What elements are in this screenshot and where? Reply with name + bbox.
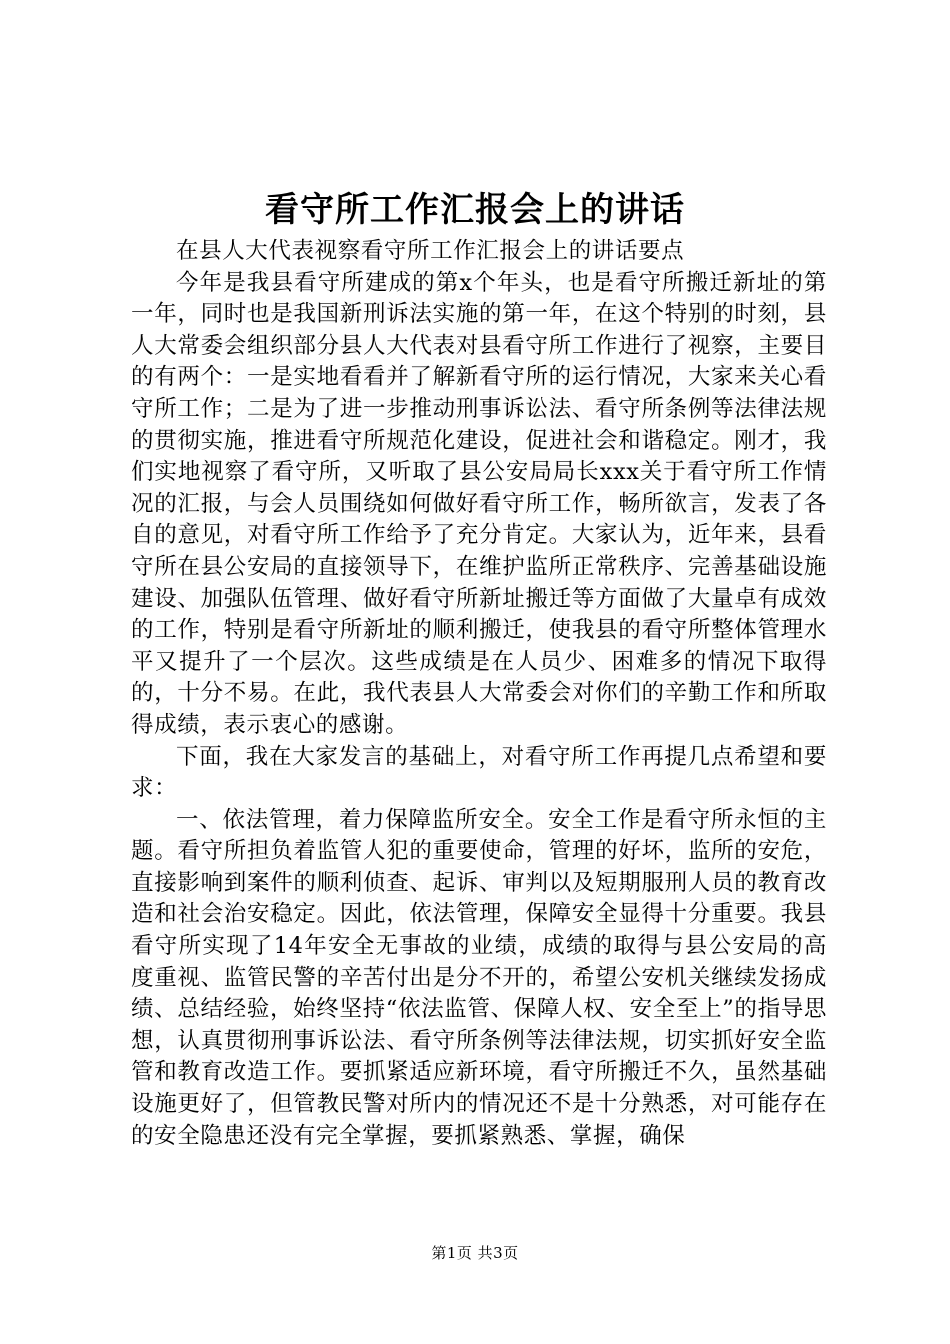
page-number-footer: 第1页 共3页 <box>431 1244 519 1262</box>
body-paragraph-subtitle: 在县人大代表视察看守所工作汇报会上的讲话要点 <box>176 238 685 264</box>
body-paragraph: 一、依法管理，着力保障监所安全。安全工作是看守所永恒的主题。看守所担负着监管人犯的重要使命，管理的好坏，监所的安危，直接影响到案件的顺利侦查、起诉、审判以及短期服刑人员的教育改造和社会治安稳定。因此，依法管理，保障安全显得十分重要。我县看守所实现了14年安全无事故的业绩，成绩的取得与县公安局的高度重视、监管民警的辛苦付出是分不开的，希望公安机关继续发扬成绩、总结经验，始终坚持“依法监管、保障人权、安全至上”的指导思想，认真贯彻刑事诉讼法、看守所条例等法律法规，切实抓好安全监管和教育改造工作。要抓紧适应新环境，看守所搬迁不久，虽然基础设施更好了，但管教民警对所内的情况还不是十分熟悉，对可能存在的安全隐患还没有完全掌握，要抓紧熟悉、掌握，确保 <box>131 806 827 1149</box>
document-title: 看守所工作汇报会上的讲话 <box>265 190 685 230</box>
document-body <box>131 236 827 1152</box>
body-paragraph: 下面，我在大家发言的基础上，对看守所工作再提几点希望和要求： <box>131 743 827 802</box>
body-paragraph: 今年是我县看守所建成的第x个年头，也是看守所搬迁新址的第一年，同时也是我国新刑诉法实施的第一年，在这个特别的时刻，县人大常委会组织部分县人大代表对县看守所工作进行了视察，主要目的有两个：一是实地看看并了解新看守所的运行情况，大家来关心看守所工作；二是为了进一步推动刑事诉讼法、看守所条例等法律法规的贯彻实施，推进看守所规范化建设，促进社会和谐稳定。刚才，我们实地视察了看守所，又听取了县公安局局长xxx关于看守所工作情况的汇报，与会人员围绕如何做好看守所工作，畅所欲言，发表了各自的意见，对看守所工作给予了充分肯定。大家认为，近年来，县看守所在县公安局的直接领导下，在维护监所正常秩序、完善基础设施建设、加强队伍管理、做好看守所新址搬迁等方面做了大量卓有成效的工作，特别是看守所新址的顺利搬迁，使我县的看守所整体管理水平又提升了一个层次。这些成绩是在人员少、困难多的情况下取得的，十分不易。在此，我代表县人大常委会对你们的辛勤工作和所取得成绩，表示衷心的感谢。 <box>131 269 827 738</box>
